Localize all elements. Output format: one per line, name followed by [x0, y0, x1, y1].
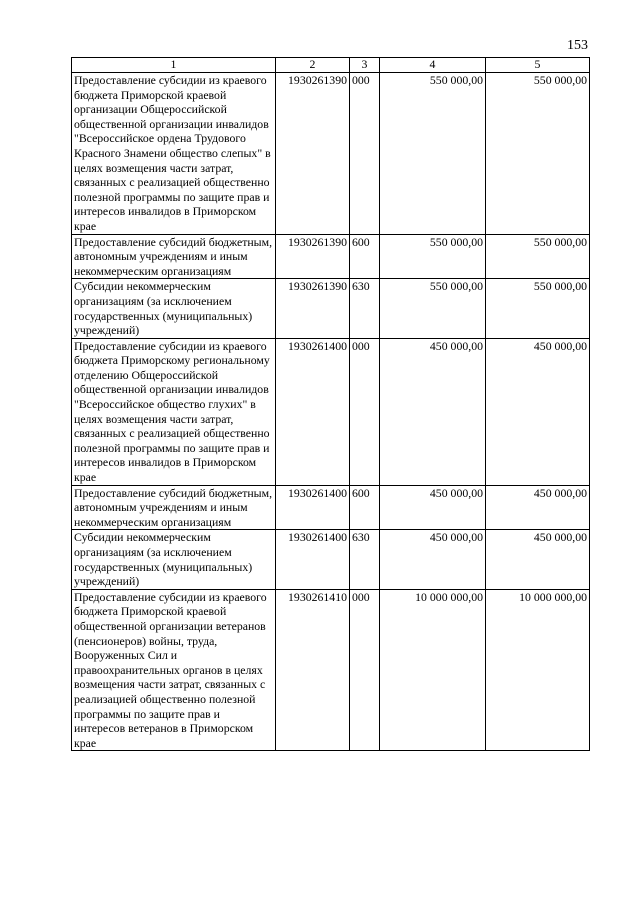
row-code-cell: 1930261390: [276, 279, 350, 338]
row-name-cell: Субсидии некоммерческим организациям (за исключением государственных (муниципальных) учреждений): [72, 530, 276, 589]
table-row: [72, 279, 590, 338]
row-code-cell: 1930261400: [276, 530, 350, 589]
row-amount-2-cell: 550 000,00: [486, 73, 590, 235]
row-type-cell: 000: [350, 589, 380, 751]
row-code-cell: 1930261410: [276, 589, 350, 751]
row-type-cell: 630: [350, 530, 380, 589]
table-row: [72, 530, 590, 589]
header-col-5: 5: [486, 58, 590, 73]
row-type-cell: 630: [350, 279, 380, 338]
row-amount-1-cell: 550 000,00: [380, 73, 486, 235]
page-number: 153: [567, 38, 588, 53]
row-name-cell: Предоставление субсидии из краевого бюджета Приморской краевой организации Общероссийской общественной организации инвалидов "Всероссийское ордена Трудового Красного Знамени общество слепых" в целях возмещения части затрат, связанных с реализацией общественно полезной программы по защите прав и интересов инвалидов в Приморском крае: [72, 73, 276, 235]
table-header: [72, 58, 590, 73]
table-row: [72, 589, 590, 751]
row-amount-1-cell: 450 000,00: [380, 485, 486, 530]
row-name-cell: Предоставление субсидий бюджетным, автономным учреждениям и иным некоммерческим организациям: [72, 485, 276, 530]
table-row: [72, 234, 590, 279]
row-name-cell: Предоставление субсидий бюджетным, автономным учреждениям и иным некоммерческим организациям: [72, 234, 276, 279]
row-amount-2-cell: 450 000,00: [486, 530, 590, 589]
header-row: [72, 58, 590, 73]
header-col-4: 4: [380, 58, 486, 73]
row-amount-2-cell: 10 000 000,00: [486, 589, 590, 751]
table-row: [72, 338, 590, 485]
header-col-1: 1: [72, 58, 276, 73]
table-row: [72, 485, 590, 530]
row-code-cell: 1930261400: [276, 485, 350, 530]
row-amount-1-cell: 450 000,00: [380, 338, 486, 485]
header-col-2: 2: [276, 58, 350, 73]
row-amount-1-cell: 10 000 000,00: [380, 589, 486, 751]
row-amount-1-cell: 450 000,00: [380, 530, 486, 589]
table-body: [72, 73, 590, 751]
row-type-cell: 000: [350, 338, 380, 485]
row-amount-2-cell: 550 000,00: [486, 234, 590, 279]
row-type-cell: 000: [350, 73, 380, 235]
row-code-cell: 1930261390: [276, 73, 350, 235]
row-amount-2-cell: 450 000,00: [486, 338, 590, 485]
header-col-3: 3: [350, 58, 380, 73]
row-type-cell: 600: [350, 234, 380, 279]
row-code-cell: 1930261390: [276, 234, 350, 279]
row-amount-2-cell: 550 000,00: [486, 279, 590, 338]
row-name-cell: Субсидии некоммерческим организациям (за исключением государственных (муниципальных) учреждений): [72, 279, 276, 338]
row-amount-1-cell: 550 000,00: [380, 279, 486, 338]
row-type-cell: 600: [350, 485, 380, 530]
table-row: [72, 73, 590, 235]
row-amount-1-cell: 550 000,00: [380, 234, 486, 279]
row-name-cell: Предоставление субсидии из краевого бюджета Приморскому региональному отделению Общероссийской общественной организации инвалидов "Всероссийское общество глухих" в целях возмещения части затрат, связанных с реализацией общественно полезной программы по защите прав и интересов инвалидов в Приморском крае: [72, 338, 276, 485]
budget-table: [71, 57, 590, 751]
row-name-cell: Предоставление субсидии из краевого бюджета Приморской краевой общественной организации ветеранов (пенсионеров) войны, труда, Вооруженных Сил и правоохранительных органов в целях возмещения части затрат, связанных с реализацией общественно полезной программы по защите прав и интересов ветеранов в Приморском крае: [72, 589, 276, 751]
row-amount-2-cell: 450 000,00: [486, 485, 590, 530]
row-code-cell: 1930261400: [276, 338, 350, 485]
